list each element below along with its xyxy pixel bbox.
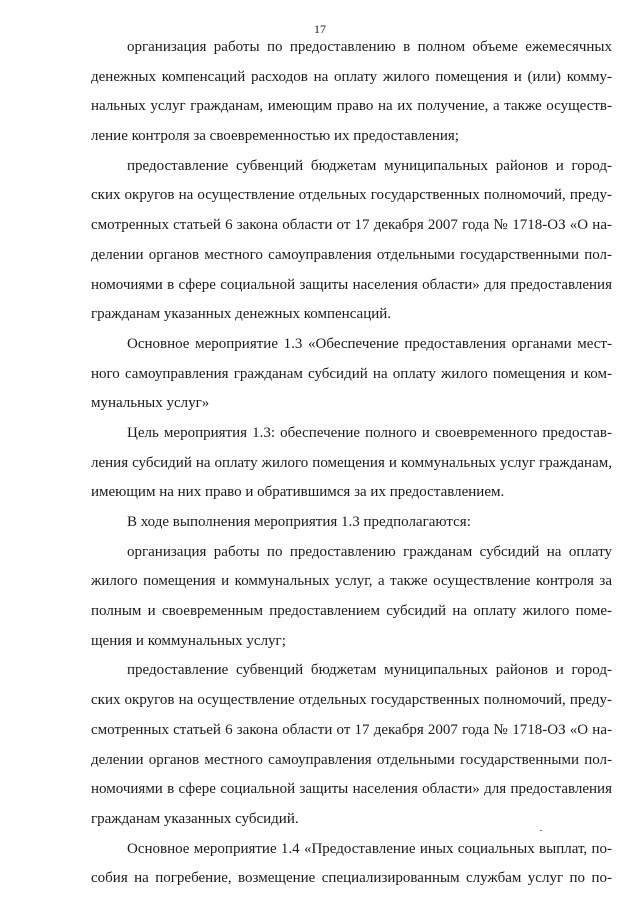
text-line: Цель мероприятия 1.3: обеспечение полного и своевременного предостав-: [127, 424, 612, 441]
document-body: [91, 33, 612, 894]
text-line: собия на погребение, возмещение специализированным службам услуг по по-: [91, 870, 612, 887]
text-line: организация работы по предоставлению гражданам субсидий на оплату: [127, 543, 612, 560]
paragraph-measure-1-3-intro: [91, 508, 612, 538]
page-number: 17: [314, 22, 326, 36]
text-line: номочиями в сфере социальной защиты населения области» для предоставления: [91, 276, 612, 293]
text-line: щения и коммунальных услуг;: [91, 632, 286, 649]
text-line: смотренных статьей 6 закона области от 17 декабря 2007 года № 1718-ОЗ «О на-: [91, 721, 612, 738]
paragraph-compensation-organization: [91, 33, 612, 152]
text-line: ления субсидий на оплату жилого помещения и коммунальных услуг гражданам,: [91, 454, 612, 471]
paragraph-measure-1-4-title: [91, 835, 612, 894]
text-line: ного самоуправления гражданам субсидий на оплату жилого помещения и ком-: [91, 365, 612, 382]
text-line: смотренных статьей 6 закона области от 17 декабря 2007 года № 1718-ОЗ «О на-: [91, 217, 612, 234]
text-line: ских округов на осуществление отдельных государственных полномочий, преду-: [91, 692, 612, 709]
text-line: предоставление субвенций бюджетам муниципальных районов и город-: [127, 662, 612, 679]
text-line: гражданам указанных денежных компенсаций.: [91, 306, 392, 323]
scan-speck: [540, 830, 542, 831]
text-line: денежных компенсаций расходов на оплату жилого помещения и (или) комму-: [91, 68, 612, 85]
text-line: номочиями в сфере социальной защиты населения области» для предоставления: [91, 781, 612, 798]
text-line: Основное мероприятие 1.4 «Предоставление иных социальных выплат, по-: [127, 840, 612, 857]
text-line: полным и своевременным предоставлением субсидий на оплату жилого поме-: [91, 603, 612, 620]
text-line: организация работы по предоставлению в полном объеме ежемесячных: [127, 39, 612, 55]
text-line: нальных услуг гражданам, имеющим право на их получение, а также осуществ-: [91, 98, 612, 115]
paragraph-measure-1-3-goal: [91, 419, 612, 508]
paragraph-subventions-compensations: [91, 152, 612, 330]
paragraph-subsidies-organization: [91, 538, 612, 657]
text-line: делении органов местного самоуправления отдельными государственными пол-: [91, 751, 612, 768]
text-line: Основное мероприятие 1.3 «Обеспечение предоставления органами мест-: [127, 335, 612, 352]
text-line: жилого помещения и коммунальных услуг, а также осуществление контроля за: [91, 573, 612, 590]
text-line: делении органов местного самоуправления отдельными государственными пол-: [91, 246, 612, 263]
text-line: мунальных услуг»: [91, 395, 210, 412]
paragraph-subventions-subsidies: [91, 656, 612, 834]
text-line: предоставление субвенций бюджетам муниципальных районов и город-: [127, 157, 612, 174]
text-line: гражданам указанных субсидий.: [91, 810, 299, 827]
text-line: ление контроля за своевременностью их предоставления;: [91, 128, 459, 145]
text-line: В ходе выполнения мероприятия 1.3 предполагаются:: [127, 514, 471, 530]
text-line: ских округов на осуществление отдельных государственных полномочий, преду-: [91, 187, 612, 204]
text-line: имеющим на них право и обратившимся за их предоставлением.: [91, 484, 505, 501]
paragraph-measure-1-3-title: [91, 330, 612, 419]
